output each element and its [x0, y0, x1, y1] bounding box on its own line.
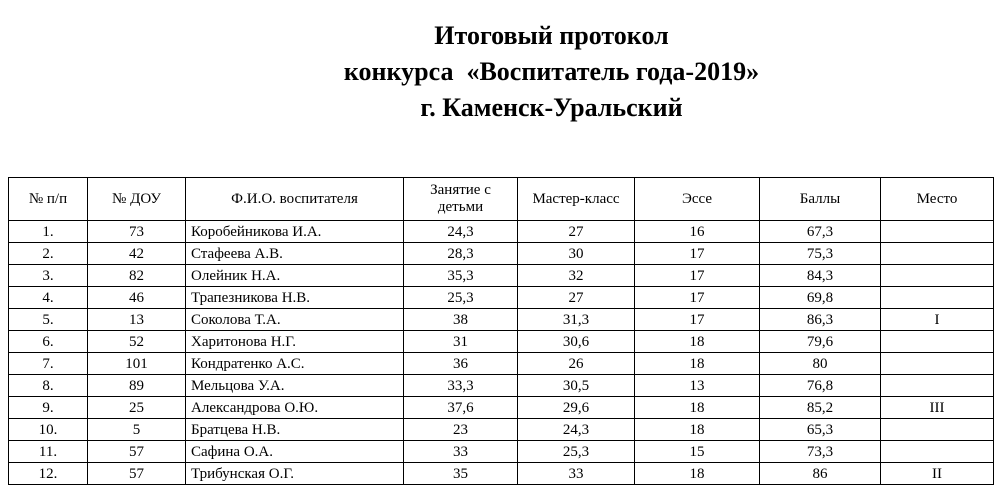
cell-score: 69,8 — [760, 287, 881, 309]
cell-score: 79,6 — [760, 331, 881, 353]
header-dou: № ДОУ — [88, 178, 186, 221]
table-row — [9, 463, 994, 485]
cell-lesson: 25,3 — [404, 287, 518, 309]
cell-essay: 16 — [635, 221, 760, 243]
title-line-3: г. Каменск-Уральский — [420, 93, 683, 122]
cell-number: 5. — [9, 309, 88, 331]
table-row — [9, 265, 994, 287]
cell-name: Братцева Н.В. — [186, 419, 404, 441]
cell-dou: 46 — [88, 287, 186, 309]
title-line-1: Итоговый протокол — [434, 21, 669, 50]
cell-number: 9. — [9, 397, 88, 419]
cell-score: 85,2 — [760, 397, 881, 419]
cell-essay: 17 — [635, 243, 760, 265]
cell-name: Кондратенко А.С. — [186, 353, 404, 375]
cell-place: I — [881, 309, 994, 331]
cell-score: 84,3 — [760, 265, 881, 287]
cell-lesson: 24,3 — [404, 221, 518, 243]
cell-name: Харитонова Н.Г. — [186, 331, 404, 353]
header-place: Место — [881, 178, 994, 221]
cell-name: Сафина О.А. — [186, 441, 404, 463]
cell-dou: 5 — [88, 419, 186, 441]
cell-score: 65,3 — [760, 419, 881, 441]
cell-dou: 57 — [88, 463, 186, 485]
cell-score: 86 — [760, 463, 881, 485]
cell-essay: 18 — [635, 353, 760, 375]
cell-score: 75,3 — [760, 243, 881, 265]
cell-essay: 18 — [635, 397, 760, 419]
cell-essay: 17 — [635, 265, 760, 287]
cell-place — [881, 375, 994, 397]
cell-lesson: 36 — [404, 353, 518, 375]
cell-masterclass: 24,3 — [518, 419, 635, 441]
cell-number: 10. — [9, 419, 88, 441]
table-row — [9, 331, 994, 353]
table-body — [9, 221, 994, 485]
cell-place — [881, 353, 994, 375]
cell-lesson: 33,3 — [404, 375, 518, 397]
cell-lesson: 37,6 — [404, 397, 518, 419]
cell-essay: 18 — [635, 463, 760, 485]
cell-number: 11. — [9, 441, 88, 463]
document-title — [0, 18, 1000, 126]
cell-number: 12. — [9, 463, 88, 485]
cell-lesson: 31 — [404, 331, 518, 353]
cell-masterclass: 30 — [518, 243, 635, 265]
cell-number: 1. — [9, 221, 88, 243]
cell-number: 4. — [9, 287, 88, 309]
header-essay: Эссе — [635, 178, 760, 221]
cell-dou: 52 — [88, 331, 186, 353]
cell-number: 3. — [9, 265, 88, 287]
header-score: Баллы — [760, 178, 881, 221]
cell-masterclass: 29,6 — [518, 397, 635, 419]
cell-masterclass: 30,6 — [518, 331, 635, 353]
cell-masterclass: 27 — [518, 221, 635, 243]
cell-score: 76,8 — [760, 375, 881, 397]
cell-name: Александрова О.Ю. — [186, 397, 404, 419]
cell-lesson: 33 — [404, 441, 518, 463]
cell-essay: 18 — [635, 331, 760, 353]
cell-place — [881, 221, 994, 243]
cell-essay: 17 — [635, 287, 760, 309]
table-row — [9, 419, 994, 441]
table-row — [9, 243, 994, 265]
cell-score: 80 — [760, 353, 881, 375]
cell-masterclass: 32 — [518, 265, 635, 287]
cell-dou: 13 — [88, 309, 186, 331]
cell-dou: 101 — [88, 353, 186, 375]
cell-essay: 15 — [635, 441, 760, 463]
cell-dou: 25 — [88, 397, 186, 419]
cell-number: 2. — [9, 243, 88, 265]
table-row — [9, 375, 994, 397]
cell-masterclass: 30,5 — [518, 375, 635, 397]
cell-lesson: 38 — [404, 309, 518, 331]
cell-number: 7. — [9, 353, 88, 375]
cell-dou: 42 — [88, 243, 186, 265]
cell-dou: 57 — [88, 441, 186, 463]
cell-place: III — [881, 397, 994, 419]
cell-name: Соколова Т.А. — [186, 309, 404, 331]
header-row — [9, 178, 994, 221]
table-row — [9, 221, 994, 243]
header-lesson: Занятие с детьми — [404, 178, 518, 221]
cell-name: Мельцова У.А. — [186, 375, 404, 397]
cell-score: 73,3 — [760, 441, 881, 463]
table-row — [9, 441, 994, 463]
header-masterclass: Мастер-класс — [518, 178, 635, 221]
header-name: Ф.И.О. воспитателя — [186, 178, 404, 221]
table-header — [9, 178, 994, 221]
cell-place — [881, 419, 994, 441]
cell-dou: 73 — [88, 221, 186, 243]
cell-lesson: 23 — [404, 419, 518, 441]
cell-name: Олейник Н.А. — [186, 265, 404, 287]
cell-name: Коробейникова И.А. — [186, 221, 404, 243]
cell-score: 86,3 — [760, 309, 881, 331]
cell-dou: 89 — [88, 375, 186, 397]
cell-essay: 17 — [635, 309, 760, 331]
cell-number: 8. — [9, 375, 88, 397]
results-table — [8, 177, 994, 485]
table-row — [9, 353, 994, 375]
cell-essay: 13 — [635, 375, 760, 397]
cell-dou: 82 — [88, 265, 186, 287]
cell-lesson: 35 — [404, 463, 518, 485]
cell-place — [881, 243, 994, 265]
header-number: № п/п — [9, 178, 88, 221]
cell-name: Стафеева А.В. — [186, 243, 404, 265]
cell-masterclass: 33 — [518, 463, 635, 485]
cell-name: Трапезникова Н.В. — [186, 287, 404, 309]
cell-name: Трибунская О.Г. — [186, 463, 404, 485]
cell-essay: 18 — [635, 419, 760, 441]
cell-masterclass: 27 — [518, 287, 635, 309]
cell-place: II — [881, 463, 994, 485]
cell-place — [881, 265, 994, 287]
table-row — [9, 309, 994, 331]
cell-lesson: 28,3 — [404, 243, 518, 265]
cell-score: 67,3 — [760, 221, 881, 243]
title-line-2: конкурса «Воспитатель года-2019» — [343, 57, 760, 86]
cell-place — [881, 287, 994, 309]
cell-masterclass: 31,3 — [518, 309, 635, 331]
cell-place — [881, 331, 994, 353]
cell-masterclass: 25,3 — [518, 441, 635, 463]
table-row — [9, 287, 994, 309]
cell-place — [881, 441, 994, 463]
table-row — [9, 397, 994, 419]
cell-number: 6. — [9, 331, 88, 353]
cell-lesson: 35,3 — [404, 265, 518, 287]
cell-masterclass: 26 — [518, 353, 635, 375]
